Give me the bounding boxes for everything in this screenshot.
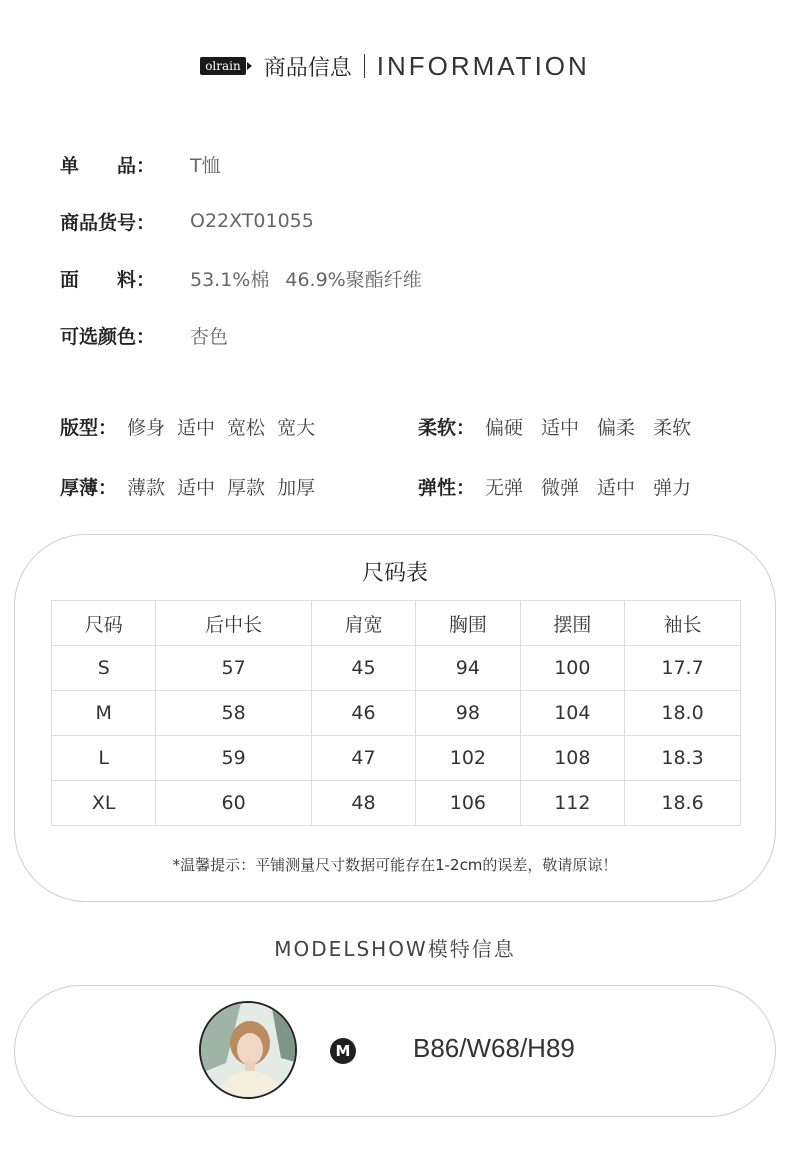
table-cell: 18.0 <box>625 691 741 736</box>
table-cell: 57 <box>156 646 311 691</box>
attr-option: 薄款 <box>127 476 166 499</box>
info-value: 杏色 <box>190 325 229 348</box>
model-measurements: B86/W68/H89 <box>413 1033 575 1063</box>
model-info-card <box>14 985 776 1117</box>
attr-option: 厚款 <box>227 476 266 499</box>
table-cell: 106 <box>416 781 520 826</box>
model-portrait-icon <box>201 1003 297 1099</box>
info-row-fabric <box>60 260 422 296</box>
size-chart-note: *温馨提示：平铺测量尺寸数据可能存在1-2cm的误差，敬请原谅！ <box>172 856 618 874</box>
attr-softness <box>418 408 709 444</box>
attr-option-selected: 适中 <box>177 413 215 440</box>
table-cell: 108 <box>520 736 624 781</box>
info-value <box>190 265 422 292</box>
table-row <box>52 691 741 736</box>
attr-option: 弹力 <box>653 476 692 499</box>
table-cell: L <box>52 736 156 781</box>
table-cell: 18.3 <box>625 736 741 781</box>
table-header-cell: 后中长 <box>156 601 311 646</box>
model-section-title: MODELSHOW模特信息 <box>274 937 516 961</box>
table-cell: 18.6 <box>625 781 741 826</box>
table-cell: 45 <box>311 646 415 691</box>
brand-logo <box>200 57 252 75</box>
info-row-sku <box>60 203 422 239</box>
table-cell: XL <box>52 781 156 826</box>
table-header-cell: 肩宽 <box>311 601 415 646</box>
attr-option: 柔软 <box>653 416 692 439</box>
table-cell: 59 <box>156 736 311 781</box>
table-cell: 104 <box>520 691 624 736</box>
attr-elasticity <box>418 468 709 504</box>
attr-option: 微弹 <box>541 476 580 499</box>
table-header-cell: 胸围 <box>416 601 520 646</box>
table-row <box>52 646 741 691</box>
table-header-row <box>52 601 741 646</box>
header-title-en: INFORMATION <box>376 50 590 81</box>
table-row <box>52 781 741 826</box>
table-cell: 58 <box>156 691 311 736</box>
attr-option: 加厚 <box>277 476 316 499</box>
fabric-part: 53.1%棉 <box>190 268 270 291</box>
model-avatar <box>199 1001 297 1099</box>
table-cell: 47 <box>311 736 415 781</box>
logo-text: olrain <box>200 57 246 75</box>
attr-option-selected: 适中 <box>597 473 635 500</box>
table-cell: 100 <box>520 646 624 691</box>
attr-fit <box>60 408 327 444</box>
attr-option: 偏柔 <box>597 416 636 439</box>
table-cell: 17.7 <box>625 646 741 691</box>
header-title-cn: 商品信息 <box>263 55 352 81</box>
attr-option: 偏硬 <box>485 416 524 439</box>
info-label: 单 品： <box>60 154 156 177</box>
attr-label: 版型： <box>60 416 118 439</box>
attr-option-selected: 适中 <box>541 413 579 440</box>
attr-option: 无弹 <box>485 476 524 499</box>
product-attributes <box>60 408 760 528</box>
info-label: 可选颜色： <box>60 325 156 348</box>
attr-option-selected: 适中 <box>177 473 215 500</box>
info-row-color <box>60 317 422 353</box>
logo-arrow-icon <box>247 62 252 70</box>
size-table <box>51 600 741 826</box>
table-header-cell: 尺码 <box>52 601 156 646</box>
info-label: 面 料： <box>60 268 156 291</box>
table-cell: 48 <box>311 781 415 826</box>
product-info <box>60 146 422 374</box>
info-value: T恤 <box>190 154 221 177</box>
table-cell: 112 <box>520 781 624 826</box>
table-cell: S <box>52 646 156 691</box>
table-cell: 102 <box>416 736 520 781</box>
table-cell: 46 <box>311 691 415 736</box>
info-row-item <box>60 146 422 182</box>
attr-row <box>60 408 760 444</box>
info-value: O22XT01055 <box>190 210 314 232</box>
section-header <box>0 48 790 84</box>
table-header-cell: 摆围 <box>520 601 624 646</box>
fabric-part: 46.9%聚酯纤维 <box>285 268 422 291</box>
table-row <box>52 736 741 781</box>
table-cell: 60 <box>156 781 311 826</box>
attr-label: 弹性： <box>418 476 476 499</box>
header-divider <box>364 54 365 78</box>
info-label: 商品货号： <box>60 211 156 234</box>
attr-option: 宽松 <box>227 416 266 439</box>
attr-option: 宽大 <box>277 416 316 439</box>
attr-label: 厚薄： <box>60 476 118 499</box>
attr-row <box>60 468 760 504</box>
table-cell: M <box>52 691 156 736</box>
model-size-badge: M <box>330 1038 356 1064</box>
attr-label: 柔软： <box>418 416 476 439</box>
attr-thickness <box>60 468 327 504</box>
table-cell: 98 <box>416 691 520 736</box>
table-header-cell: 袖长 <box>625 601 741 646</box>
table-cell: 94 <box>416 646 520 691</box>
attr-option: 修身 <box>127 416 166 439</box>
size-chart-title: 尺码表 <box>361 561 428 586</box>
